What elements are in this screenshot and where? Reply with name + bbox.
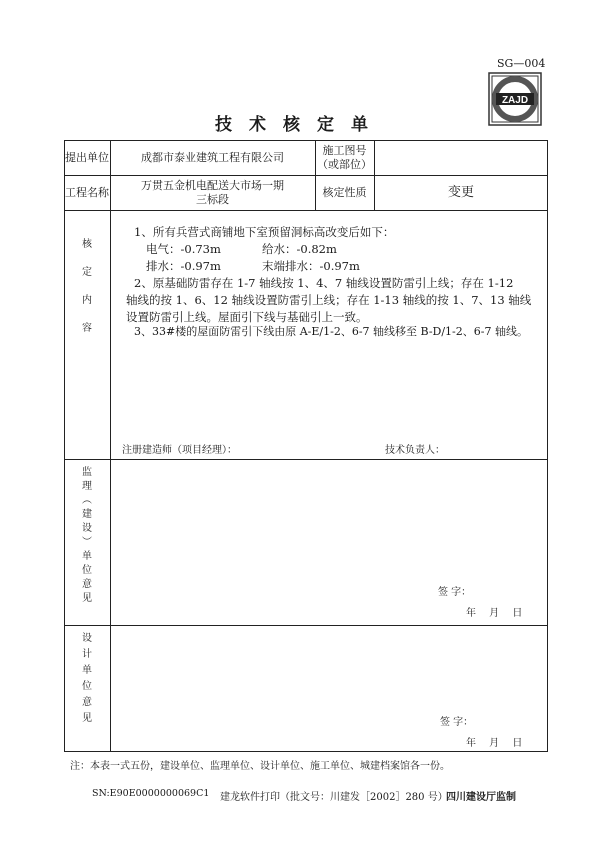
content-section-label [64, 238, 110, 350]
content-elec: 电气：-0.73m [146, 242, 221, 256]
supervision-label-char: 建 [82, 509, 92, 520]
design-sign-label: 签 字： [440, 717, 474, 728]
supervision-label-char: 见 [82, 593, 92, 604]
design-label-char: 见 [82, 713, 92, 724]
content-item-1: 1、所有兵营式商铺地下室预留洞标高改变后如下： [134, 225, 395, 239]
supervision-label-char: ︵ [82, 495, 92, 506]
design-section-label [64, 632, 110, 728]
supervision-label-char: ︶ [82, 537, 92, 548]
content-end-drainage: 末端排水：-0.97m [262, 259, 360, 273]
page-title: 技术核定单 [215, 115, 385, 135]
footer-software: 建龙软件打印（批文号：川建发［2002］280 号） [220, 792, 448, 803]
supervision-sign-label: 签 字： [438, 587, 472, 598]
table-col-divider [110, 140, 111, 752]
content-water-supply: 给水：-0.82m [262, 242, 337, 256]
supervision-label-char: 意 [82, 579, 92, 590]
design-label-char: 位 [82, 681, 92, 692]
table-row-divider [64, 210, 548, 211]
content-drainage: 排水：-0.97m [146, 259, 221, 273]
content-item-3: 3、33#楼的屋面防雷引下线由原 A-E/1-2、6-7 轴线移至 B-D/1-2、6-7 轴线。 [134, 325, 528, 338]
design-label-char: 设 [82, 633, 92, 644]
content-label-char: 定 [82, 267, 92, 278]
project-name-line1: 万贯五金机电配送大市场一期 [141, 178, 284, 192]
drawing-no-label-line2: （或部位） [317, 157, 372, 171]
footer-authority: 四川建设厅监制 [446, 792, 516, 803]
tech-lead-label: 技术负责人： [385, 445, 445, 456]
content-label-char: 核 [82, 239, 92, 250]
drawing-no-label-line1: 施工图号 [322, 143, 367, 157]
project-name-label: 工程名称 [65, 185, 109, 199]
supervision-section-label [64, 466, 110, 606]
content-label-char: 容 [82, 323, 92, 334]
svg-text:ZAJD: ZAJD [501, 95, 529, 106]
submit-unit-value: 成都市泰业建筑工程有限公司 [141, 150, 284, 164]
design-label-char: 计 [82, 649, 92, 660]
design-date-label: 年 月 日 [466, 738, 523, 749]
supervision-label-char: 理 [82, 481, 92, 492]
project-name-value [110, 175, 315, 210]
footer-sn: SN:E90E0000000069C1 [92, 788, 210, 799]
content-item-2-line3: 设置防雷引上线。屋面引下线与基础引上一致。 [126, 310, 368, 324]
supervision-label-char: 单 [82, 551, 92, 562]
content-label-char: 内 [82, 295, 92, 306]
drawing-no-label [315, 140, 374, 175]
footer-note: 注：本表一式五份，建设单位、监理单位、设计单位、施工单位、城建档案馆各一份。 [70, 761, 450, 772]
supervision-date-label: 年 月 日 [466, 608, 523, 619]
submit-unit-label: 提出单位 [65, 150, 109, 164]
engineer-label: 注册建造师（项目经理）： [122, 445, 237, 456]
supervision-label-char: 位 [82, 565, 92, 576]
supervision-label-char: 设 [82, 523, 92, 534]
content-item-2-line1: 2、原基础防雷存在 1-7 轴线按 1、4、7 轴线设置防雷引上线；存在 1-12 [134, 276, 514, 290]
supervision-label-char: 监 [82, 467, 92, 478]
nature-label: 核定性质 [322, 185, 367, 199]
drawing-no-value [374, 140, 548, 175]
form-code: SG—004 [497, 57, 546, 70]
table-row-divider [64, 459, 548, 460]
nature-value: 变更 [447, 184, 474, 200]
design-label-char: 意 [82, 697, 92, 708]
design-label-char: 单 [82, 665, 92, 676]
content-item-2-line2: 轴线的按 1、6、12 轴线设置防雷引上线；存在 1-13 轴线的按 1、7、13 轴线 [126, 293, 532, 307]
project-name-line2: 三标段 [196, 192, 229, 206]
table-row-divider [64, 625, 548, 626]
